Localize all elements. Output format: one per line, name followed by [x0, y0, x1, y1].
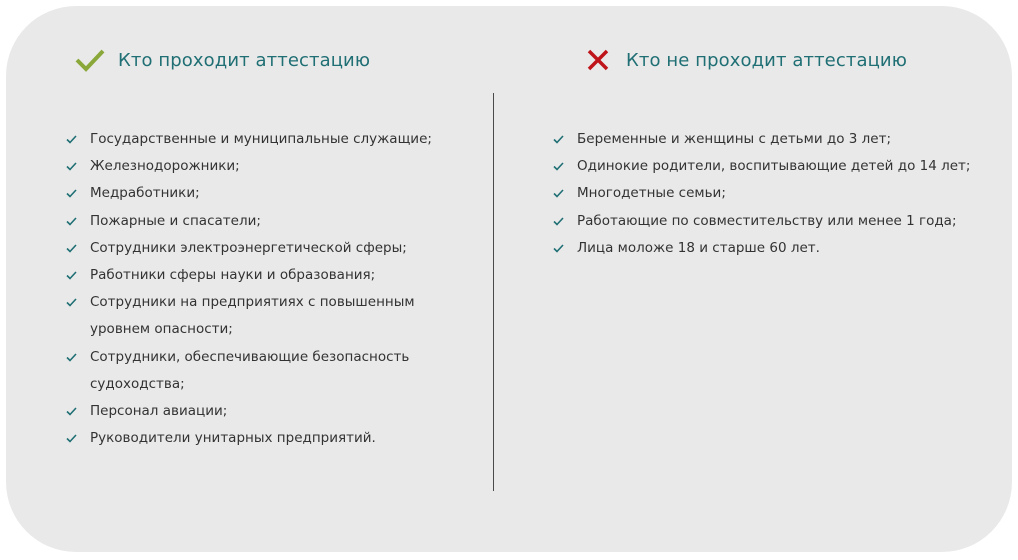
- list-item: [64, 208, 474, 235]
- checkmark-bullet-icon: [66, 344, 78, 371]
- left-column-header: [74, 46, 370, 74]
- column-divider: [493, 93, 494, 491]
- list-item: [551, 126, 971, 153]
- checkmark-bullet-icon: [553, 180, 565, 207]
- list-item-text: Сотрудники, обеспечивающие безопасность судоходства;: [90, 348, 410, 392]
- checkmark-bullet-icon: [553, 208, 565, 235]
- list-item: [64, 180, 474, 207]
- checkmark-bullet-icon: [66, 235, 78, 262]
- list-item-text: Пожарные и спасатели;: [90, 212, 261, 229]
- left-column-list: [64, 126, 474, 452]
- list-item: [64, 153, 474, 180]
- checkmark-bullet-icon: [66, 262, 78, 289]
- list-item-text: Железнодорожники;: [90, 158, 240, 175]
- list-item: [64, 344, 474, 398]
- info-card: [6, 6, 1012, 552]
- list-item-text: Работающие по совместительству или менее 1 года;: [577, 212, 957, 229]
- checkmark-bullet-icon: [66, 126, 78, 153]
- checkmark-bullet-icon: [66, 425, 78, 452]
- checkmark-bullet-icon: [553, 235, 565, 262]
- list-item-text: Сотрудники на предприятиях с повышенным уровнем опасности;: [90, 294, 415, 338]
- list-item: [64, 235, 474, 262]
- checkmark-bullet-icon: [553, 126, 565, 153]
- list-item-text: Медработники;: [90, 185, 200, 202]
- list-item: [551, 180, 971, 207]
- list-item-text: Сотрудники электроэнергетической сферы;: [90, 239, 407, 256]
- list-item-text: Лица моложе 18 и старше 60 лет.: [577, 239, 820, 256]
- cross-icon: [582, 46, 614, 74]
- list-item-text: Персонал авиации;: [90, 403, 228, 420]
- list-item: [64, 262, 474, 289]
- list-item: [64, 289, 474, 343]
- checkmark-bullet-icon: [66, 289, 78, 316]
- right-column-title: Кто не проходит аттестацию: [626, 49, 907, 71]
- list-item-text: Беременные и женщины с детьми до 3 лет;: [577, 131, 892, 147]
- list-item-text: Руководители унитарных предприятий.: [90, 430, 376, 447]
- checkmark-bullet-icon: [66, 208, 78, 235]
- left-column-title: Кто проходит аттестацию: [118, 49, 371, 71]
- list-item: [64, 126, 474, 153]
- list-item-text: Работники сферы науки и образования;: [90, 267, 376, 284]
- list-item-text: Государственные и муниципальные служащие;: [90, 131, 432, 147]
- list-item: [551, 208, 971, 235]
- checkmark-bullet-icon: [66, 180, 78, 207]
- list-item: [64, 425, 474, 452]
- checkmark-bullet-icon: [66, 153, 78, 180]
- list-item: [64, 398, 474, 425]
- checkmark-bullet-icon: [553, 153, 565, 180]
- right-column-list: [551, 126, 971, 262]
- list-item: [551, 235, 971, 262]
- right-column-header: [582, 46, 907, 74]
- list-item: [551, 153, 971, 180]
- list-item-text: Одинокие родители, воспитывающие детей до 14 лет;: [577, 158, 971, 175]
- checkmark-bullet-icon: [66, 398, 78, 425]
- list-item-text: Многодетные семьи;: [577, 185, 726, 202]
- check-icon: [74, 46, 106, 74]
